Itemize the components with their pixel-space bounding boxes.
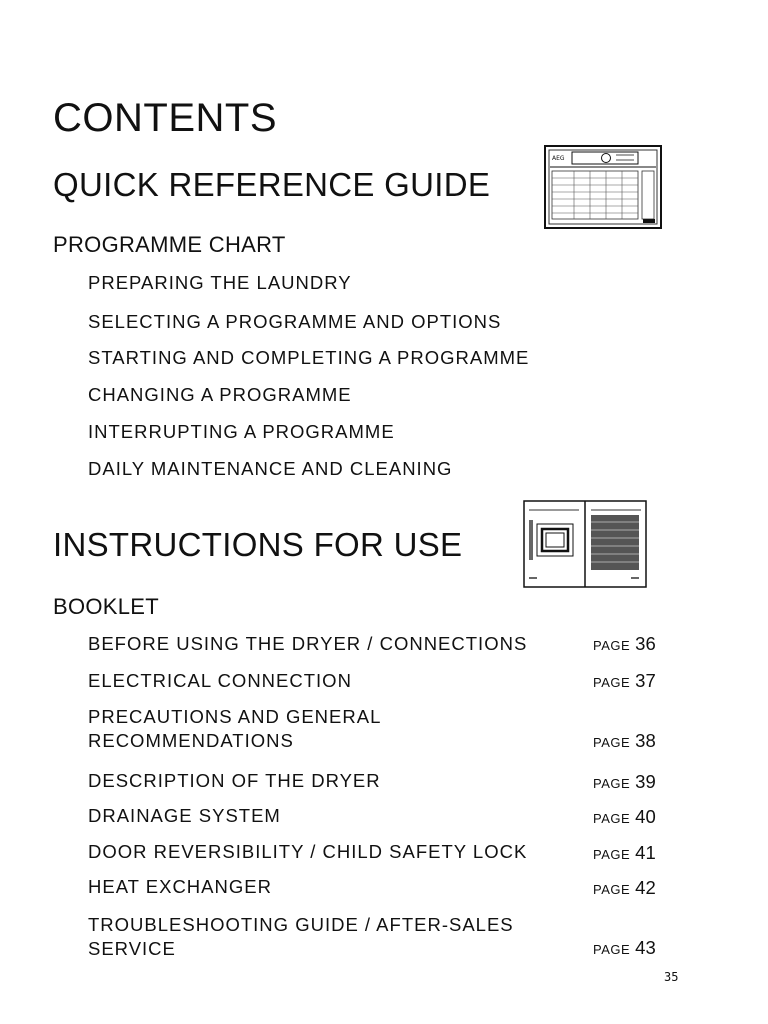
page-number-ref: 40 — [635, 806, 656, 827]
page-word: PAGE — [593, 882, 631, 897]
page-word: PAGE — [593, 847, 631, 862]
contents-entry: DRAINAGE SYSTEM — [88, 805, 281, 826]
contents-item: STARTING AND COMPLETING A PROGRAMME — [88, 347, 530, 368]
contents-entry: ELECTRICAL CONNECTION — [88, 670, 352, 691]
svg-text:AEG: AEG — [552, 155, 565, 162]
page-number-ref: 36 — [635, 633, 656, 654]
page-reference — [593, 806, 656, 828]
page-reference — [593, 730, 656, 752]
contents-item: INTERRUPTING A PROGRAMME — [88, 421, 395, 442]
contents-entry: DOOR REVERSIBILITY / CHILD SAFETY LOCK — [88, 841, 528, 862]
page-number-ref: 39 — [635, 771, 656, 792]
page-number: 35 — [664, 970, 679, 984]
programme-chart-subheading: PROGRAMME CHART — [53, 232, 286, 257]
contents-entry: PRECAUTIONS AND GENERAL RECOMMENDATIONS — [88, 706, 381, 751]
page-reference — [593, 771, 656, 793]
booklet-thumbnail-icon — [523, 500, 647, 588]
instructions-heading: INSTRUCTIONS FOR USE — [53, 526, 463, 563]
contents-item: PREPARING THE LAUNDRY — [88, 272, 352, 293]
page-number-ref: 38 — [635, 730, 656, 751]
page-reference — [593, 877, 656, 899]
page-number-ref: 42 — [635, 877, 656, 898]
booklet-subheading: BOOKLET — [53, 594, 160, 619]
contents-entry: BEFORE USING THE DRYER / CONNECTIONS — [88, 633, 528, 654]
page-number-ref: 37 — [635, 670, 656, 691]
page-title: CONTENTS — [53, 96, 277, 140]
contents-entry: HEAT EXCHANGER — [88, 876, 272, 897]
contents-entry: DESCRIPTION OF THE DRYER — [88, 770, 381, 791]
page-reference — [593, 842, 656, 864]
page-reference — [593, 937, 656, 959]
page-word: PAGE — [593, 811, 631, 826]
page-word: PAGE — [593, 638, 631, 653]
contents-item: SELECTING A PROGRAMME AND OPTIONS — [88, 311, 502, 332]
page-word: PAGE — [593, 776, 631, 791]
page-reference — [593, 633, 656, 655]
page-number-ref: 41 — [635, 842, 656, 863]
contents-item: CHANGING A PROGRAMME — [88, 384, 352, 405]
contents-entry: TROUBLESHOOTING GUIDE / AFTER-SALES SERVICE — [88, 914, 514, 959]
page-word: PAGE — [593, 675, 631, 690]
contents-item: DAILY MAINTENANCE AND CLEANING — [88, 458, 453, 479]
page-word: PAGE — [593, 735, 631, 750]
page-word: PAGE — [593, 942, 631, 957]
programme-chart-thumbnail-icon — [544, 145, 662, 229]
page-number-ref: 43 — [635, 937, 656, 958]
page-reference — [593, 670, 656, 692]
quick-reference-heading: QUICK REFERENCE GUIDE — [53, 166, 491, 203]
